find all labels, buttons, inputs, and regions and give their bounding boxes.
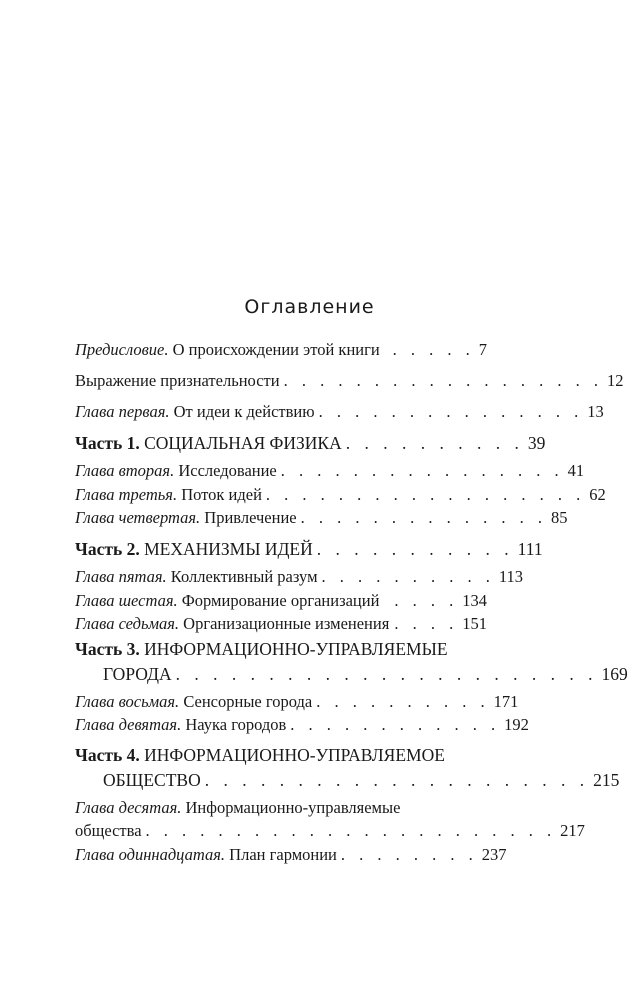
leader-dots: . . . . . . . . . . . . bbox=[290, 715, 501, 734]
toc-entry-preface[interactable] bbox=[75, 338, 487, 362]
leader-dots: . . . . . bbox=[392, 340, 475, 359]
entry-title: От идеи к действию bbox=[169, 402, 315, 421]
leader-dots: . . . . . . . . . . . . . . . bbox=[318, 402, 584, 421]
page-number: 41 bbox=[567, 461, 585, 480]
page-number: 85 bbox=[550, 508, 568, 527]
entry-prefix: Глава вторая. bbox=[75, 461, 175, 480]
entry-prefix: Предисловие. bbox=[75, 340, 169, 359]
toc-entry-chapter-4[interactable] bbox=[75, 506, 568, 530]
entry-title: Выражение признательности bbox=[75, 371, 280, 390]
toc-entry-chapter-1[interactable] bbox=[75, 400, 604, 424]
entry-title: Сенсорные города bbox=[179, 692, 313, 711]
toc-entry-acknowledgements[interactable] bbox=[75, 369, 624, 393]
page-number: 62 bbox=[589, 485, 606, 504]
page-number: 12 bbox=[606, 371, 624, 390]
leader-dots: . . . . . . . . . . bbox=[321, 567, 495, 586]
entry-title-line2: ГОРОДА bbox=[103, 664, 172, 684]
leader-dots: . . . . . . . . . . . . . . . . . . bbox=[283, 371, 603, 390]
entry-title: ИНФОРМАЦИОННО-УПРАВЛЯЕМОЕ bbox=[139, 745, 445, 765]
leader-dots: . . . . . . . . . . . . . . . . . . . . . . . bbox=[175, 664, 598, 684]
toc-entry-part-1[interactable] bbox=[75, 431, 546, 455]
entry-prefix: Глава девятая. bbox=[75, 715, 182, 734]
entry-title: Поток идей bbox=[177, 485, 262, 504]
entry-title: ИНФОРМАЦИОННО-УПРАВЛЯЕМЫЕ bbox=[139, 639, 448, 659]
leader-dots: . . . . . . . . . . bbox=[345, 433, 524, 453]
entry-title: Наука городов bbox=[181, 715, 287, 734]
page-number: 151 bbox=[462, 614, 487, 633]
toc-entry-chapter-11[interactable] bbox=[75, 843, 507, 867]
page-number: 237 bbox=[481, 845, 507, 864]
page-number: 171 bbox=[493, 692, 519, 711]
toc-entry-chapter-2[interactable] bbox=[75, 459, 585, 483]
entry-title: План гармонии bbox=[225, 845, 337, 864]
leader-dots: . . . . . . . . . . . . . . . . bbox=[280, 461, 564, 480]
leader-dots: . . . . . . . . . . . . . . . . . . bbox=[265, 485, 586, 504]
entry-title: Организационные изменения bbox=[179, 614, 390, 633]
toc-entry-chapter-10[interactable] bbox=[75, 796, 487, 820]
entry-title: Коллективный разум bbox=[166, 567, 318, 586]
page-number: 113 bbox=[498, 567, 524, 586]
entry-title: СОЦИАЛЬНАЯ ФИЗИКА bbox=[139, 433, 342, 453]
toc-entry-chapter-8[interactable] bbox=[75, 690, 519, 714]
entry-title: Формирование организаций bbox=[177, 591, 380, 610]
entry-prefix: Глава восьмая. bbox=[75, 692, 180, 711]
entry-prefix: Глава пятая. bbox=[75, 567, 167, 586]
toc-entry-chapter-10-cont[interactable] bbox=[75, 819, 585, 843]
entry-prefix: Глава первая. bbox=[75, 402, 170, 421]
entry-title: О происхождении этой книги bbox=[168, 340, 380, 359]
entry-title: Информационно-управляемые bbox=[181, 798, 401, 817]
page-number: 7 bbox=[478, 340, 487, 359]
toc-entry-chapter-5[interactable] bbox=[75, 565, 524, 589]
toc-entry-chapter-9[interactable] bbox=[75, 713, 529, 737]
entry-prefix: Часть 2. bbox=[75, 539, 140, 559]
entry-prefix: Часть 3. bbox=[75, 639, 140, 659]
toc-entry-chapter-6[interactable] bbox=[75, 589, 487, 613]
leader-dots: . . . . . . . . . . . . . . . . . . . . . . . bbox=[145, 821, 557, 840]
entry-prefix: Глава четвертая. bbox=[75, 508, 201, 527]
toc-entry-part-4-cont[interactable] bbox=[75, 768, 620, 792]
page-number: 134 bbox=[462, 591, 487, 610]
entry-prefix: Глава одиннадцатая. bbox=[75, 845, 226, 864]
page-number: 13 bbox=[587, 402, 604, 421]
entry-title: Исследование bbox=[174, 461, 277, 480]
page-number: 111 bbox=[517, 539, 543, 559]
page-number: 39 bbox=[527, 433, 546, 453]
entry-prefix: Часть 1. bbox=[75, 433, 140, 453]
toc-entry-part-4[interactable] bbox=[75, 743, 487, 767]
leader-dots: . . . . . . . . . . bbox=[316, 692, 490, 711]
entry-title: Привлечение bbox=[200, 508, 297, 527]
leader-dots: . . . . . . . . . . . . . . bbox=[300, 508, 547, 527]
leader-dots: . . . . bbox=[394, 614, 459, 633]
page-number: 192 bbox=[504, 715, 529, 734]
leader-dots: . . . . . . . . bbox=[340, 845, 478, 864]
page-number: 217 bbox=[560, 821, 585, 840]
leader-dots: . . . . . . . . . . . bbox=[316, 539, 514, 559]
leader-dots: . . . . bbox=[394, 591, 459, 610]
entry-prefix: Глава десятая. bbox=[75, 798, 182, 817]
toc-entry-part-3-cont[interactable] bbox=[75, 662, 628, 686]
page-title: Оглавление bbox=[244, 296, 375, 318]
page-number: 215 bbox=[593, 770, 620, 790]
entry-prefix: Глава шестая. bbox=[75, 591, 178, 610]
toc-entry-chapter-3[interactable] bbox=[75, 483, 606, 507]
entry-prefix: Часть 4. bbox=[75, 745, 140, 765]
toc-entry-part-3[interactable] bbox=[75, 637, 487, 661]
entry-title-line2: общества bbox=[75, 821, 142, 840]
toc-entry-part-2[interactable] bbox=[75, 537, 543, 561]
entry-title: МЕХАНИЗМЫ ИДЕЙ bbox=[139, 539, 313, 559]
leader-dots: . . . . . . . . . . . . . . . . . . . . . bbox=[204, 770, 590, 790]
entry-prefix: Глава третья. bbox=[75, 485, 178, 504]
page-number: 169 bbox=[601, 664, 628, 684]
entry-prefix: Глава седьмая. bbox=[75, 614, 180, 633]
toc-entry-chapter-7[interactable] bbox=[75, 612, 487, 636]
entry-title-line2: ОБЩЕСТВО bbox=[103, 770, 201, 790]
